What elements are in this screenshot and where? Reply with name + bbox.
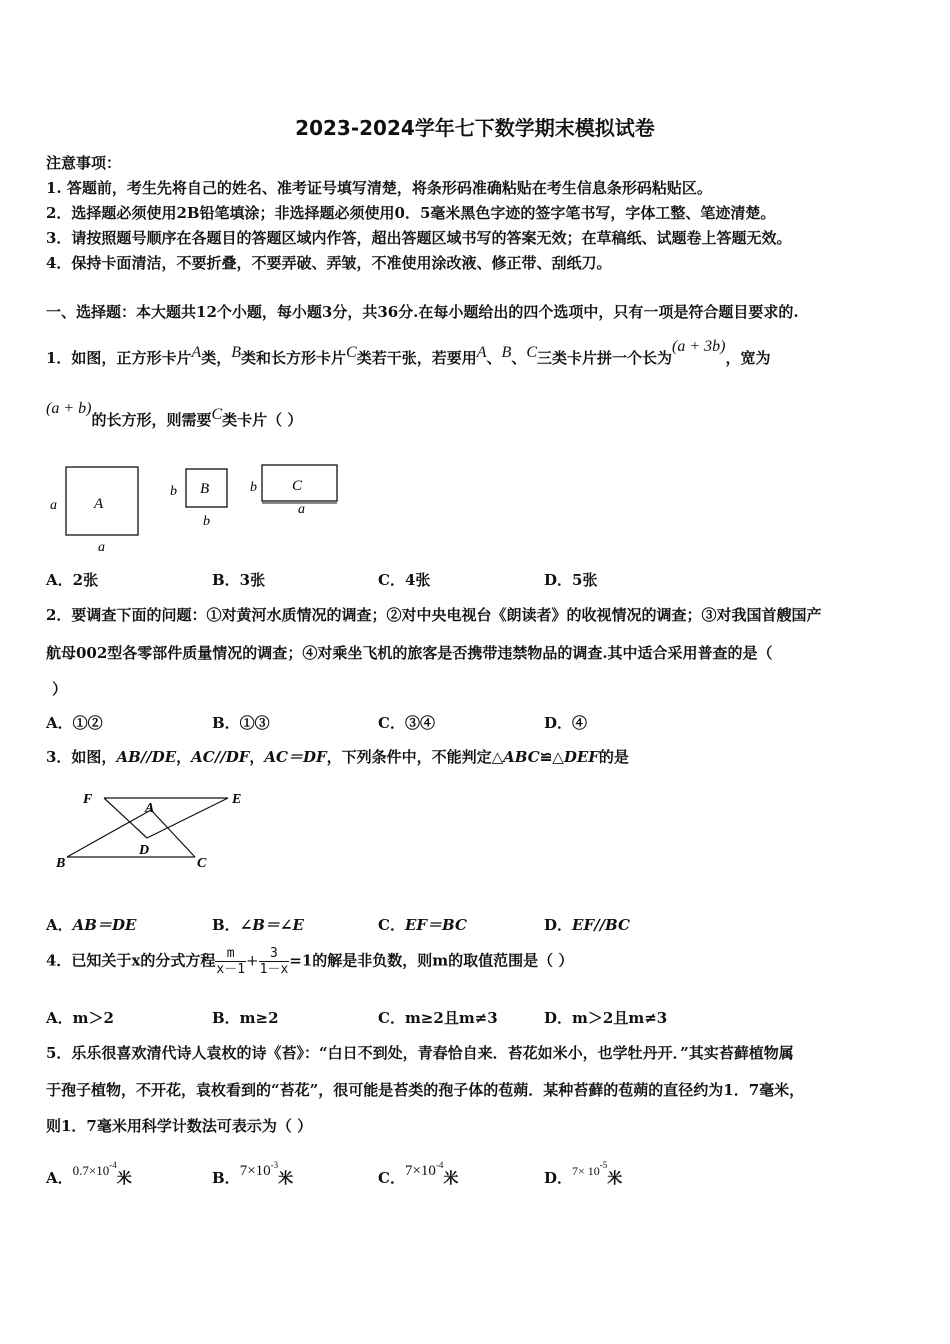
- question-2-stem: 2．要调查下面的问题：①对黄河水质情况的调查；②对中央电视台《朗读者》的收视情况的调查；③对我国首艘国产: [46, 606, 822, 624]
- notes-item: 1. 答题前，考生先将自己的姓名、准考证号填写清楚，将条形码准确粘贴在考生信息条形码粘贴区。: [46, 179, 712, 197]
- label-e: E: [232, 792, 242, 807]
- fraction-m-over-x-minus-1: $\frac{m}{x-1}$: [216, 946, 246, 977]
- cards-figure: [40, 458, 360, 558]
- card-a-side-label: a: [50, 498, 57, 513]
- card-a-label: A: [94, 496, 104, 512]
- option-a[interactable]: A．m＞2: [46, 1009, 114, 1027]
- option-d[interactable]: D．$^{7\times 10^{-5}}$米: [544, 1160, 623, 1187]
- option-b[interactable]: B．①③: [212, 714, 270, 732]
- card-b-side-label: b: [170, 484, 177, 499]
- option-a[interactable]: A．AB＝DE: [46, 916, 137, 934]
- question-2-stem-cont: 航母002型各零部件质量情况的调查；④对乘坐飞机的旅客是否携带违禁物品的调查.其中适合采用普查的是（: [46, 644, 773, 662]
- page-title: 2023-2024学年七下数学期末模拟试卷: [295, 116, 655, 140]
- notes-item: 2．选择题必须使用2B铅笔填涂；非选择题必须使用0．5毫米黑色字迹的签字笔书写，字体工整、笔迹清楚。: [46, 204, 776, 222]
- option-c[interactable]: C．EF＝BC: [378, 916, 467, 934]
- question-5-stem-cont: 于孢子植物，不开花，袁枚看到的“苔花”，很可能是苔类的孢子体的苞蒴．某种苔藓的苞蒴的直径约为1．7毫米，: [46, 1081, 805, 1099]
- option-b[interactable]: B．3张: [212, 571, 266, 589]
- option-d[interactable]: D．5张: [544, 571, 598, 589]
- label-a: A: [145, 801, 155, 816]
- option-a[interactable]: A．①②: [46, 714, 103, 732]
- question-2-stem-end: ）: [52, 680, 68, 698]
- card-c-side-label: b: [250, 480, 257, 495]
- option-d[interactable]: D．EF//BC: [544, 916, 630, 934]
- label-f: F: [83, 792, 93, 807]
- question-4-stem: 4．已知关于x的分式方程 $\frac{m}{x-1}$ + $\frac{3}{1-x}$ =1的解是非负数，则m的取值范围是（ ）: [46, 946, 574, 977]
- label-c: C: [197, 856, 207, 871]
- card-b-label: B: [200, 481, 210, 497]
- option-a[interactable]: A．$0.7\times 10^{-4}$米: [46, 1160, 132, 1187]
- option-b[interactable]: B．$7\times 10^{-3}$米: [212, 1160, 294, 1187]
- option-b[interactable]: B．m≥2: [212, 1009, 279, 1027]
- question-5-stem: 5．乐乐很喜欢清代诗人袁枚的诗《苔》：“白日不到处，青春恰自来．苔花如米小，也学牡丹开．”其实苔藓植物属: [46, 1044, 794, 1062]
- section-heading: 一、选择题：本大题共12个小题，每小题3分，共36分.在每小题给出的四个选项中，只有一项是符合题目要求的.: [46, 303, 799, 321]
- label-d: D: [139, 843, 150, 858]
- option-d[interactable]: D．④: [544, 714, 588, 732]
- question-3-stem: 3．如图，AB//DE，AC//DF，AC＝DF，下列条件中，不能判定△ABC≌△DEF的是: [46, 748, 629, 766]
- triangles-figure: [50, 785, 260, 875]
- label-b: B: [56, 856, 66, 871]
- option-c[interactable]: C．③④: [378, 714, 435, 732]
- question-1-stem-cont: (a + b)的长方形，则需要C类卡片（ ）: [46, 400, 303, 429]
- notes-item: 3．请按照题号顺序在各题目的答题区域内作答，超出答题区域书写的答案无效；在草稿纸、试题卷上答题无效。: [46, 229, 792, 247]
- card-c-bottom-label: a: [298, 502, 305, 517]
- option-b[interactable]: B．∠B＝∠E: [212, 916, 304, 934]
- option-c[interactable]: C．$7\times 10^{-4}$米: [378, 1160, 459, 1187]
- option-c[interactable]: C．m≥2且m≠3: [378, 1009, 498, 1027]
- question-5-stem-end: 则1．7毫米用科学计数法可表示为（ ）: [46, 1117, 313, 1135]
- card-a-bottom-label: a: [98, 540, 105, 555]
- option-c[interactable]: C．4张: [378, 571, 431, 589]
- option-d[interactable]: D．m＞2且m≠3: [544, 1009, 668, 1027]
- card-c-label: C: [292, 478, 303, 494]
- notes-heading: 注意事项：: [46, 154, 122, 172]
- option-a[interactable]: A．2张: [46, 571, 99, 589]
- question-1-stem: 1．如图，正方形卡片A类，B类和长方形卡片C类若干张，若要用A、B、C三类卡片拼一个长为(a + 3b)，宽为: [46, 338, 771, 367]
- card-b-bottom-label: b: [203, 514, 210, 529]
- notes-item: 4．保持卡面清洁，不要折叠，不要弄破、弄皱，不准使用涂改液、修正带、刮纸刀。: [46, 254, 612, 272]
- fraction-3-over-1-minus-x: $\frac{3}{1-x}$: [259, 946, 289, 977]
